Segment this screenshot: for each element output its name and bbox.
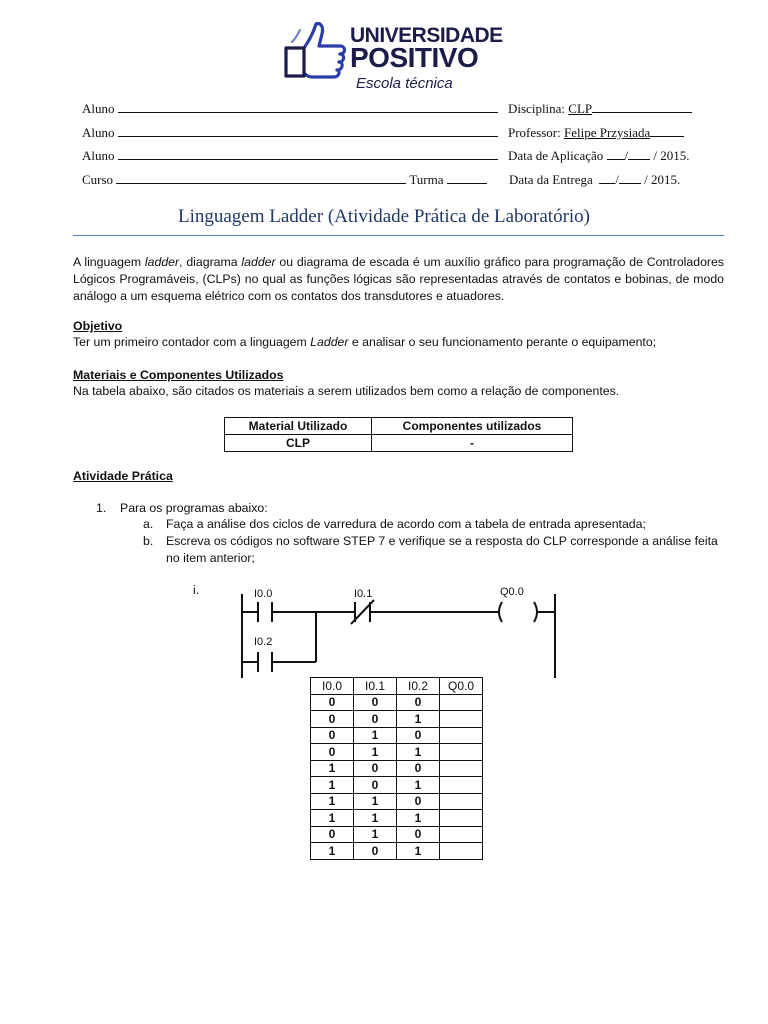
- curso-label: Curso: [82, 172, 114, 187]
- materials-table: [224, 417, 573, 452]
- year-text: / 2015.: [644, 172, 681, 187]
- output-cell[interactable]: [440, 843, 483, 860]
- table-cell: 1: [354, 810, 397, 827]
- table-cell: 0: [354, 694, 397, 711]
- aluno-row-3: [82, 148, 498, 164]
- table-cell: 1: [311, 793, 354, 810]
- label-i02: I0.2: [254, 636, 273, 648]
- table-cell: -: [372, 435, 573, 452]
- table-header-row: [311, 678, 483, 695]
- table-cell: 0: [397, 694, 440, 711]
- aluno-row-1: [82, 101, 498, 117]
- materiais-heading: Materiais e Componentes Utilizados: [73, 368, 284, 382]
- table-row: [311, 711, 483, 728]
- output-cell[interactable]: [440, 694, 483, 711]
- month-blank[interactable]: [619, 172, 641, 184]
- table-row: [311, 793, 483, 810]
- month-blank[interactable]: [628, 148, 650, 160]
- table-cell: 1: [397, 843, 440, 860]
- table-row: [311, 810, 483, 827]
- disciplina-row: [508, 101, 692, 117]
- table-cell: 1: [354, 727, 397, 744]
- logo-line-positivo: POSITIVO: [350, 42, 479, 73]
- ladder-diagram: [180, 578, 580, 683]
- table-row: [225, 435, 573, 452]
- turma-input-line[interactable]: [447, 172, 487, 184]
- roman-label-i: i.: [193, 583, 200, 597]
- aluno-label: Aluno: [82, 148, 115, 163]
- logo-line-escola-tecnica: Escola técnica: [356, 75, 453, 92]
- table-cell: 0: [397, 760, 440, 777]
- output-cell[interactable]: [440, 727, 483, 744]
- page-title: Linguagem Ladder (Atividade Prática de Laboratório): [177, 206, 591, 227]
- table-cell: 0: [354, 843, 397, 860]
- output-cell[interactable]: [440, 810, 483, 827]
- coil-q00-right: [534, 602, 537, 622]
- data-entrega-label: Data da Entrega: [509, 172, 593, 187]
- table-row: [311, 777, 483, 794]
- aluno-input-line[interactable]: [118, 148, 498, 160]
- table-row: [311, 760, 483, 777]
- year-text: / 2015.: [653, 148, 690, 163]
- output-cell[interactable]: [440, 760, 483, 777]
- sublist-text-b: Escreva os códigos no software STEP 7 e verifique se a resposta do CLP corresponde a análise feita: [166, 534, 718, 548]
- table-cell: 1: [311, 843, 354, 860]
- table-header-row: [225, 418, 573, 435]
- table-cell: 0: [311, 826, 354, 843]
- table-row: [311, 694, 483, 711]
- table-cell: 0: [354, 711, 397, 728]
- objetivo-text: Ter um primeiro contador com a linguagem Ladder e analisar o seu funcionamento perante o equipamento;: [73, 335, 657, 349]
- output-cell[interactable]: [440, 826, 483, 843]
- disciplina-label: Disciplina:: [508, 101, 566, 116]
- atividade-heading: Atividade Prática: [73, 469, 173, 483]
- aluno-input-line[interactable]: [118, 101, 498, 113]
- objetivo-heading: Objetivo: [73, 319, 123, 333]
- output-cell[interactable]: [440, 711, 483, 728]
- table-cell: 1: [311, 760, 354, 777]
- sublist-label-b: b.: [143, 534, 154, 548]
- table-cell: 1: [354, 793, 397, 810]
- data-aplicacao-label: Data de Aplicação: [508, 148, 604, 163]
- disciplina-value: CLP: [568, 101, 593, 116]
- table-cell: 0: [397, 727, 440, 744]
- label-i00: I0.0: [254, 588, 273, 600]
- output-cell[interactable]: [440, 793, 483, 810]
- data-aplicacao-row: Data de Aplicação / / 2015.: [508, 148, 690, 163]
- professor-label: Professor:: [508, 125, 561, 140]
- table-cell: 0: [397, 826, 440, 843]
- table-cell: 0: [311, 727, 354, 744]
- logo-line-universidade: UNIVERSIDADE: [350, 24, 503, 47]
- sublist-label-a: a.: [143, 517, 154, 531]
- university-logo: [282, 18, 506, 96]
- table-cell: 1: [397, 777, 440, 794]
- table-cell: 1: [397, 711, 440, 728]
- curso-input-line[interactable]: [116, 172, 406, 184]
- column-header: Componentes utilizados: [372, 418, 573, 435]
- table-row: [311, 826, 483, 843]
- aluno-label: Aluno: [82, 125, 115, 140]
- table-cell: 0: [354, 760, 397, 777]
- table-cell: 0: [354, 777, 397, 794]
- column-header: I0.2: [397, 678, 440, 695]
- sublist-text-b-cont: no item anterior;: [166, 551, 255, 565]
- table-row: [311, 744, 483, 761]
- day-blank[interactable]: [607, 148, 625, 160]
- column-header: Q0.0: [440, 678, 483, 695]
- column-header: I0.1: [354, 678, 397, 695]
- thumbs-up-icon: [282, 18, 352, 80]
- table-cell: 1: [397, 810, 440, 827]
- sublist-text-a: Faça a análise dos ciclos de varredura de acordo com a tabela de entrada apresentada;: [166, 517, 646, 531]
- label-i01: I0.1: [354, 588, 373, 600]
- table-row: [311, 843, 483, 860]
- table-cell: 1: [311, 810, 354, 827]
- table-row: [311, 727, 483, 744]
- truth-table: [310, 677, 483, 860]
- label-q00: Q0.0: [500, 586, 524, 598]
- title-divider: [73, 235, 724, 236]
- column-header: I0.0: [311, 678, 354, 695]
- day-blank[interactable]: [599, 172, 615, 184]
- table-cell: 0: [311, 711, 354, 728]
- aluno-input-line[interactable]: [118, 125, 498, 137]
- table-cell: 0: [397, 793, 440, 810]
- table-cell: 1: [311, 777, 354, 794]
- intro-paragraph: A linguagem ladder, diagrama ladder ou diagrama de escada é um auxílio gráfico para programação de Controladores Lógicos Programáveis, (CLPs) no qual as funções lógicas são representadas através de contatos e bobinas, de modo análogo a um esquema elétrico com os contatos dos transdutores e atuadores.: [73, 255, 724, 303]
- list-item-text: Para os programas abaixo:: [120, 501, 268, 515]
- professor-value: Felipe Przysiada: [563, 125, 651, 140]
- coil-q00-left: [499, 602, 502, 622]
- list-item-number: 1.: [96, 501, 107, 515]
- turma-label: Turma: [409, 172, 444, 187]
- data-entrega-row: Data da Entrega / / 2015.: [509, 172, 681, 187]
- materiais-text: Na tabela abaixo, são citados os materiais a serem utilizados bem como a relação de componentes.: [73, 384, 620, 398]
- column-header: Material Utilizado: [225, 418, 372, 435]
- table-cell: 1: [354, 744, 397, 761]
- table-cell: 1: [354, 826, 397, 843]
- curso-row: [82, 172, 487, 188]
- professor-row: [508, 125, 684, 141]
- table-cell: 0: [311, 744, 354, 761]
- output-cell[interactable]: [440, 777, 483, 794]
- output-cell[interactable]: [440, 744, 483, 761]
- table-cell: 1: [397, 744, 440, 761]
- table-cell: CLP: [225, 435, 372, 452]
- aluno-row-2: [82, 125, 498, 141]
- aluno-label: Aluno: [82, 101, 115, 116]
- table-cell: 0: [311, 694, 354, 711]
